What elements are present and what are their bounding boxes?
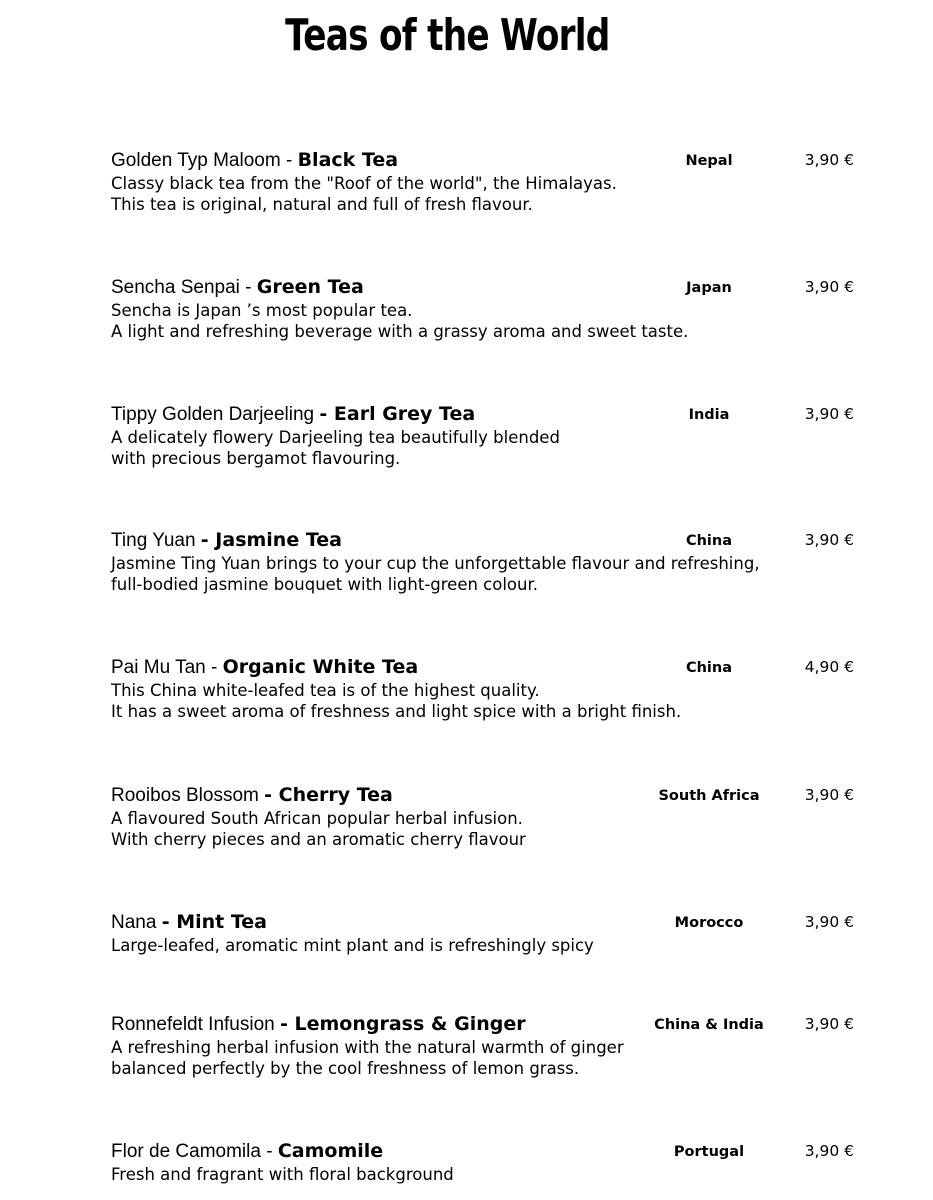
tea-heading (111, 911, 267, 934)
menu-item-flor-de-camomila (111, 1140, 871, 1198)
tea-type: - Mint Tea (161, 911, 267, 933)
tea-price: 4,90 € (804, 658, 854, 676)
tea-name: Nana (111, 912, 162, 933)
tea-origin: Portugal (673, 1144, 745, 1160)
tea-description-line: Sencha is Japan ’s most popular tea. (111, 301, 413, 320)
tea-description-line: A light and refreshing beverage with a grassy aroma and sweet taste. (111, 322, 689, 341)
tea-heading (111, 784, 393, 807)
tea-description (111, 808, 526, 850)
menu-item-tippy-golden-darjeeling (111, 403, 871, 483)
tea-type: Organic White Tea (222, 656, 419, 678)
tea-name: Ting Yuan (111, 530, 201, 551)
tea-description-line: Jasmine Ting Yuan brings to your cup the unforgettable flavour and refreshing, (111, 554, 760, 573)
tea-origin: China (685, 533, 733, 549)
tea-origin: Nepal (685, 153, 733, 169)
tea-description (111, 427, 560, 469)
tea-name: Pai Mu Tan - (111, 657, 223, 678)
tea-description-line: balanced perfectly by the cool freshness of lemon grass. (111, 1059, 580, 1078)
tea-name: Ronnefeldt Infusion (111, 1014, 281, 1035)
menu-item-ronnefeldt-infusion (111, 1013, 871, 1093)
tea-description-line: A delicately flowery Darjeeling tea beautifully blended (111, 428, 560, 447)
tea-name: Rooibos Blossom (111, 785, 265, 806)
tea-description (111, 680, 681, 722)
tea-price: 3,90 € (804, 151, 854, 169)
tea-description (111, 553, 760, 595)
tea-origin: China (685, 660, 733, 676)
tea-price: 3,90 € (804, 405, 854, 423)
tea-name: Tippy Golden Darjeeling (111, 404, 320, 425)
tea-description-line: A flavoured South African popular herbal infusion. (111, 809, 523, 828)
tea-description (111, 173, 617, 215)
tea-description (111, 300, 688, 342)
tea-type: - Cherry Tea (264, 784, 393, 806)
tea-origin: Morocco (674, 915, 744, 931)
tea-price: 3,90 € (804, 913, 854, 931)
tea-type: Green Tea (256, 276, 364, 298)
tea-type: Camomile (277, 1140, 384, 1162)
tea-origin: China & India (654, 1017, 764, 1033)
tea-heading (111, 276, 364, 299)
tea-description-line: Classy black tea from the "Roof of the world", the Himalayas. (111, 174, 617, 193)
menu-item-nana (111, 911, 871, 991)
tea-description (111, 1037, 624, 1079)
menu-item-sencha-senpai (111, 276, 871, 356)
tea-name: Golden Typ Maloom - (111, 150, 298, 171)
tea-origin: India (688, 407, 730, 423)
tea-heading (111, 529, 342, 552)
tea-description-line: with precious bergamot flavouring. (111, 449, 401, 468)
tea-description (111, 1164, 454, 1185)
tea-origin: Japan (686, 280, 732, 296)
page-title: Teas of the World (285, 10, 610, 61)
tea-type: - Jasmine Tea (200, 529, 342, 551)
tea-description-line: Fresh and fragrant with floral background (111, 1165, 454, 1184)
tea-description-line: It has a sweet aroma of freshness and light spice with a bright finish. (111, 702, 682, 721)
tea-name: Sencha Senpai - (111, 277, 257, 298)
menu-item-golden-typ-maloom (111, 149, 871, 229)
tea-type: - Lemongrass & Ginger (280, 1013, 526, 1035)
tea-price: 3,90 € (804, 1015, 854, 1033)
menu-item-ting-yuan (111, 529, 871, 609)
tea-heading (111, 656, 418, 679)
tea-description-line: Large-leafed, aromatic mint plant and is refreshingly spicy (111, 936, 594, 955)
tea-description (111, 935, 594, 956)
menu-item-rooibos-blossom (111, 784, 871, 864)
tea-type: - Earl Grey Tea (319, 403, 476, 425)
tea-origin: South Africa (658, 788, 760, 804)
tea-price: 3,90 € (804, 278, 854, 296)
tea-description-line: A refreshing herbal infusion with the natural warmth of ginger (111, 1038, 624, 1057)
tea-name: Flor de Camomila - (111, 1141, 278, 1162)
tea-description-line: This China white-leafed tea is of the highest quality. (111, 681, 540, 700)
tea-heading (111, 1140, 383, 1163)
tea-description-line: full-bodied jasmine bouquet with light-green colour. (111, 575, 539, 594)
tea-heading (111, 149, 398, 172)
tea-heading (111, 403, 475, 426)
tea-type: Black Tea (297, 149, 399, 171)
menu-item-pai-mu-tan (111, 656, 871, 736)
tea-price: 3,90 € (804, 786, 854, 804)
tea-description-line: This tea is original, natural and full of fresh flavour. (111, 195, 533, 214)
tea-price: 3,90 € (804, 531, 854, 549)
tea-description-line: With cherry pieces and an aromatic cherry flavour (111, 830, 526, 849)
tea-heading (111, 1013, 526, 1036)
tea-price: 3,90 € (804, 1142, 854, 1160)
